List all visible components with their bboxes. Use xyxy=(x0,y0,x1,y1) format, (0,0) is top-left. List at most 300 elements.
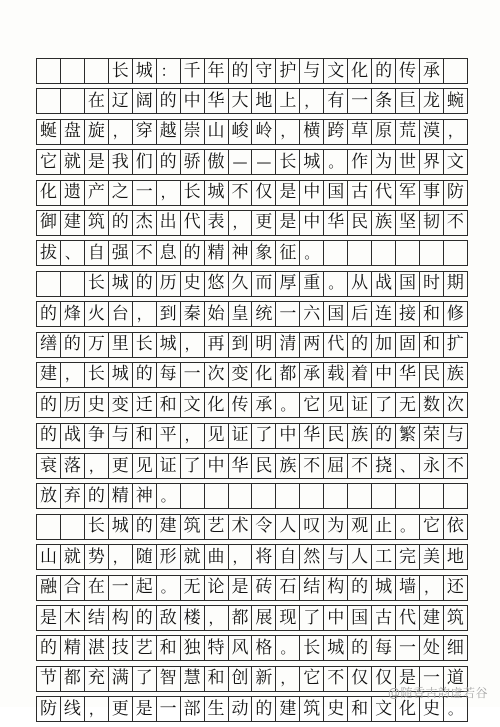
grid-cell: 自 xyxy=(276,545,300,569)
grid-cell: 格 xyxy=(252,636,276,660)
grid-cell: 起 xyxy=(133,576,157,600)
grid-cell: 年 xyxy=(205,59,229,83)
grid-cell: 是 xyxy=(229,576,253,600)
grid-cell: 技 xyxy=(109,636,133,660)
grid-cell: 代 xyxy=(181,211,205,235)
grid-cell: 事 xyxy=(420,181,444,205)
grid-cell: 的 xyxy=(133,363,157,387)
grid-cell: 不 xyxy=(444,454,468,478)
grid-cell: 部 xyxy=(181,697,205,721)
grid-cell: 御 xyxy=(37,211,61,235)
paragraph-row xyxy=(36,119,468,145)
grid-cell: 的 xyxy=(348,576,372,600)
grid-cell: 横 xyxy=(300,120,324,144)
grid-cell: 城 xyxy=(109,272,133,296)
grid-cell: 华 xyxy=(300,424,324,448)
grid-cell: 千 xyxy=(181,59,205,83)
grid-cell: 更 xyxy=(252,211,276,235)
grid-cell: 接 xyxy=(396,302,420,326)
grid-cell xyxy=(37,89,61,113)
grid-cell: 数 xyxy=(420,393,444,417)
grid-cell: 和 xyxy=(420,302,444,326)
grid-cell: 动 xyxy=(229,697,253,721)
grid-cell: 石 xyxy=(276,576,300,600)
paragraph-row xyxy=(36,88,468,114)
grid-cell: 屈 xyxy=(324,454,348,478)
grid-cell: ， xyxy=(85,697,109,721)
grid-cell: 。 xyxy=(157,484,181,508)
grid-cell: 人 xyxy=(348,545,372,569)
grid-cell: 扩 xyxy=(444,333,468,357)
grid-cell: 清 xyxy=(276,333,300,357)
paragraph-row xyxy=(36,392,468,418)
grid-cell: 穿 xyxy=(133,120,157,144)
grid-cell: 长 xyxy=(85,272,109,296)
grid-cell: 一 xyxy=(157,697,181,721)
grid-cell: 历 xyxy=(61,393,85,417)
grid-cell: 满 xyxy=(109,667,133,691)
paragraph-row xyxy=(36,423,468,449)
grid-cell: 和 xyxy=(420,333,444,357)
grid-cell: 的 xyxy=(133,272,157,296)
grid-cell: 始 xyxy=(205,302,229,326)
grid-cell: 息 xyxy=(157,241,181,265)
grid-cell: 每 xyxy=(157,363,181,387)
grid-cell: 骄 xyxy=(181,150,205,174)
grid-cell: 建 xyxy=(420,606,444,630)
grid-cell: 论 xyxy=(205,576,229,600)
grid-cell xyxy=(181,484,205,508)
grid-cell: 守 xyxy=(252,59,276,83)
grid-cell: 城 xyxy=(133,59,157,83)
grid-cell: 阔 xyxy=(133,89,157,113)
grid-cell: ， xyxy=(181,424,205,448)
grid-cell: 一 xyxy=(109,576,133,600)
grid-cell: 特 xyxy=(205,636,229,660)
grid-cell: 构 xyxy=(324,576,348,600)
grid-cell: 是 xyxy=(276,181,300,205)
grid-cell: 。 xyxy=(396,515,420,539)
grid-cell: 城 xyxy=(205,181,229,205)
grid-cell: 化 xyxy=(348,59,372,83)
grid-cell: 长 xyxy=(85,515,109,539)
grid-cell: 的 xyxy=(157,89,181,113)
grid-cell: 、 xyxy=(61,241,85,265)
grid-cell: 加 xyxy=(372,333,396,357)
grid-cell: 和 xyxy=(205,667,229,691)
paragraph-row xyxy=(36,271,468,297)
grid-cell: 地 xyxy=(252,89,276,113)
grid-cell: 与 xyxy=(324,545,348,569)
grid-cell: 还 xyxy=(444,576,468,600)
grid-cell xyxy=(276,484,300,508)
grid-cell: ， xyxy=(276,667,300,691)
grid-cell xyxy=(372,484,396,508)
grid-cell: 文 xyxy=(181,393,205,417)
grid-cell: 中 xyxy=(181,89,205,113)
grid-cell: 中 xyxy=(205,454,229,478)
grid-cell xyxy=(444,241,468,265)
grid-cell: 都 xyxy=(276,363,300,387)
paragraph-row xyxy=(36,575,468,601)
grid-cell: ， xyxy=(61,363,85,387)
grid-cell: 神 xyxy=(229,241,253,265)
grid-cell: ， xyxy=(205,606,229,630)
grid-cell: 出 xyxy=(157,211,181,235)
grid-cell: 中 xyxy=(276,424,300,448)
grid-cell: 荣 xyxy=(420,424,444,448)
grid-cell: 现 xyxy=(276,606,300,630)
grid-cell: ， xyxy=(109,120,133,144)
grid-cell: 国 xyxy=(348,606,372,630)
grid-cell: 跨 xyxy=(324,120,348,144)
grid-cell: 了 xyxy=(181,454,205,478)
grid-cell: 的 xyxy=(109,211,133,235)
grid-cell: 繁 xyxy=(396,424,420,448)
grid-cell: 都 xyxy=(61,667,85,691)
grid-cell: ， xyxy=(229,211,253,235)
grid-cell: 筑 xyxy=(300,697,324,721)
grid-cell: 。 xyxy=(444,697,468,721)
watermark: @随香古韵虚若谷 xyxy=(387,686,488,700)
grid-cell: 条 xyxy=(372,89,396,113)
grid-cell: ， xyxy=(420,576,444,600)
grid-cell: 史 xyxy=(181,272,205,296)
grid-cell: 城 xyxy=(324,636,348,660)
paragraph-row xyxy=(36,180,468,206)
grid-cell: 台 xyxy=(109,302,133,326)
grid-cell: 是 xyxy=(396,667,420,691)
grid-cell: 就 xyxy=(61,545,85,569)
grid-cell xyxy=(37,515,61,539)
grid-cell: 草 xyxy=(348,120,372,144)
grid-cell: 了 xyxy=(133,667,157,691)
grid-cell: 龙 xyxy=(420,89,444,113)
grid-cell: 它 xyxy=(300,393,324,417)
grid-cell: 、 xyxy=(396,454,420,478)
grid-cell: 秦 xyxy=(181,302,205,326)
grid-cell: 华 xyxy=(205,89,229,113)
grid-cell: 久 xyxy=(229,272,253,296)
grid-cell: 强 xyxy=(109,241,133,265)
grid-cell: 线 xyxy=(61,697,85,721)
grid-cell: 征 xyxy=(276,241,300,265)
grid-cell: 更 xyxy=(109,697,133,721)
grid-cell: 坚 xyxy=(396,211,420,235)
grid-cell: 岭 xyxy=(252,120,276,144)
grid-cell: 华 xyxy=(229,454,253,478)
grid-cell: 永 xyxy=(420,454,444,478)
grid-cell: 民 xyxy=(348,211,372,235)
grid-cell: 平 xyxy=(157,424,181,448)
grid-cell: 是 xyxy=(276,211,300,235)
grid-cell: 盘 xyxy=(61,120,85,144)
grid-cell: 古 xyxy=(372,606,396,630)
paragraph-row xyxy=(36,332,468,358)
grid-cell: 缮 xyxy=(37,333,61,357)
grid-cell: 史 xyxy=(324,697,348,721)
grid-cell: 界 xyxy=(420,150,444,174)
grid-cell: 是 xyxy=(37,606,61,630)
grid-cell xyxy=(61,272,85,296)
grid-cell: 明 xyxy=(252,333,276,357)
grid-cell: 依 xyxy=(444,515,468,539)
paragraph-row xyxy=(36,514,468,540)
grid-cell: 作 xyxy=(348,150,372,174)
grid-cell: 自 xyxy=(85,241,109,265)
grid-cell: 民 xyxy=(420,363,444,387)
grid-cell: 一 xyxy=(133,181,157,205)
grid-cell: 万 xyxy=(85,333,109,357)
grid-cell: 然 xyxy=(300,545,324,569)
grid-cell: 传 xyxy=(396,59,420,83)
grid-cell: 城 xyxy=(157,333,181,357)
grid-cell: 慧 xyxy=(181,667,205,691)
grid-cell xyxy=(348,241,372,265)
grid-cell: 证 xyxy=(229,424,253,448)
grid-cell: 史 xyxy=(85,393,109,417)
grid-cell: 将 xyxy=(252,545,276,569)
grid-cell: 墙 xyxy=(396,576,420,600)
grid-cell: 和 xyxy=(157,636,181,660)
grid-cell: 在 xyxy=(85,576,109,600)
grid-cell: 每 xyxy=(372,636,396,660)
grid-cell: 战 xyxy=(372,272,396,296)
grid-cell: 民 xyxy=(252,454,276,478)
grid-cell: 节 xyxy=(37,667,61,691)
grid-cell: — xyxy=(252,150,276,174)
grid-cell: 它 xyxy=(420,515,444,539)
grid-cell: 了 xyxy=(252,424,276,448)
grid-cell xyxy=(372,241,396,265)
grid-cell xyxy=(85,59,109,83)
grid-cell xyxy=(61,515,85,539)
grid-cell: 的 xyxy=(61,333,85,357)
grid-cell: 的 xyxy=(181,241,205,265)
grid-cell: 城 xyxy=(300,150,324,174)
grid-cell: 时 xyxy=(420,272,444,296)
grid-cell: 中 xyxy=(300,211,324,235)
grid-cell: 越 xyxy=(157,120,181,144)
grid-cell: 长 xyxy=(276,150,300,174)
grid-cell: 期 xyxy=(444,272,468,296)
grid-cell xyxy=(324,484,348,508)
grid-cell: 遗 xyxy=(61,181,85,205)
grid-cell: 就 xyxy=(61,150,85,174)
grid-cell: 皇 xyxy=(229,302,253,326)
grid-cell: 华 xyxy=(324,211,348,235)
grid-cell: 融 xyxy=(37,576,61,600)
grid-cell: 建 xyxy=(37,363,61,387)
grid-cell: 和 xyxy=(157,393,181,417)
grid-cell: 与 xyxy=(300,59,324,83)
grid-cell: 都 xyxy=(229,606,253,630)
grid-cell: 产 xyxy=(85,181,109,205)
paragraph-row xyxy=(36,544,468,570)
grid-cell: ， xyxy=(133,302,157,326)
grid-cell: ， xyxy=(157,181,181,205)
grid-cell: 仅 xyxy=(252,181,276,205)
grid-cell xyxy=(444,59,468,83)
paragraph-row xyxy=(36,240,468,266)
grid-cell: 不 xyxy=(133,241,157,265)
grid-cell: 形 xyxy=(157,545,181,569)
grid-cell: 代 xyxy=(396,606,420,630)
grid-cell: 。 xyxy=(324,150,348,174)
grid-cell: 放 xyxy=(37,484,61,508)
grid-cell: 代 xyxy=(372,181,396,205)
grid-cell: 与 xyxy=(109,424,133,448)
grid-cell: 无 xyxy=(181,576,205,600)
grid-cell: 术 xyxy=(229,515,253,539)
grid-cell: 是 xyxy=(85,150,109,174)
paragraph-row xyxy=(36,605,468,631)
grid-cell: ， xyxy=(85,454,109,478)
grid-cell: 国 xyxy=(324,302,348,326)
grid-cell xyxy=(229,484,253,508)
grid-cell: 敌 xyxy=(157,606,181,630)
grid-cell: 精 xyxy=(109,484,133,508)
grid-cell: 载 xyxy=(324,363,348,387)
grid-cell: 里 xyxy=(109,333,133,357)
grid-cell xyxy=(324,241,348,265)
grid-cell: 烽 xyxy=(61,302,85,326)
grid-cell: 古 xyxy=(348,181,372,205)
grid-cell: 。 xyxy=(324,272,348,296)
grid-cell: 崇 xyxy=(181,120,205,144)
paragraph-row xyxy=(36,483,468,509)
grid-cell: 和 xyxy=(348,697,372,721)
paragraph-row xyxy=(36,362,468,388)
grid-cell: 连 xyxy=(372,302,396,326)
grid-cell xyxy=(205,484,229,508)
grid-cell: 。 xyxy=(276,636,300,660)
grid-cell: 了 xyxy=(372,393,396,417)
grid-cell: 的 xyxy=(157,150,181,174)
grid-cell: 化 xyxy=(252,363,276,387)
title-row xyxy=(36,58,468,84)
grid-cell: 的 xyxy=(348,333,372,357)
grid-cell: 一 xyxy=(420,667,444,691)
grid-cell: 修 xyxy=(444,302,468,326)
grid-cell: 中 xyxy=(300,181,324,205)
grid-cell: 独 xyxy=(181,636,205,660)
grid-cell: 蜒 xyxy=(37,120,61,144)
grid-cell: 挠 xyxy=(372,454,396,478)
grid-cell: 不 xyxy=(324,667,348,691)
grid-cell: 为 xyxy=(372,150,396,174)
grid-cell: 从 xyxy=(348,272,372,296)
grid-cell: 的 xyxy=(37,302,61,326)
grid-cell: 不 xyxy=(444,211,468,235)
grid-cell: 筑 xyxy=(444,606,468,630)
grid-cell xyxy=(420,484,444,508)
grid-cell: 完 xyxy=(396,545,420,569)
grid-cell xyxy=(420,241,444,265)
grid-cell: ： xyxy=(157,59,181,83)
grid-cell: 上 xyxy=(276,89,300,113)
grid-cell: 军 xyxy=(396,181,420,205)
grid-cell: 的 xyxy=(37,636,61,660)
grid-cell: 变 xyxy=(229,363,253,387)
grid-cell: 山 xyxy=(205,120,229,144)
paragraph-row xyxy=(36,635,468,661)
grid-cell: 令 xyxy=(252,515,276,539)
grid-cell: 的 xyxy=(372,424,396,448)
grid-cell: 后 xyxy=(348,302,372,326)
grid-cell: 充 xyxy=(85,667,109,691)
grid-cell xyxy=(37,59,61,83)
grid-cell xyxy=(37,272,61,296)
grid-cell: 长 xyxy=(133,333,157,357)
grid-cell: 的 xyxy=(372,59,396,83)
paragraph-row xyxy=(36,210,468,236)
grid-cell: 生 xyxy=(205,697,229,721)
grid-cell: 智 xyxy=(157,667,181,691)
grid-cell: 在 xyxy=(85,89,109,113)
grid-cell: 次 xyxy=(205,363,229,387)
grid-cell: 展 xyxy=(252,606,276,630)
grid-cell: 拔 xyxy=(37,241,61,265)
grid-cell: 建 xyxy=(61,211,85,235)
grid-cell: 而 xyxy=(252,272,276,296)
grid-cell: 文 xyxy=(324,59,348,83)
grid-cell: 历 xyxy=(157,272,181,296)
grid-cell: 荒 xyxy=(396,120,420,144)
grid-cell: 人 xyxy=(276,515,300,539)
grid-cell: ， xyxy=(229,545,253,569)
grid-cell: 不 xyxy=(300,454,324,478)
grid-cell: 创 xyxy=(229,667,253,691)
grid-cell: 重 xyxy=(300,272,324,296)
grid-cell: 城 xyxy=(109,363,133,387)
grid-cell: 衰 xyxy=(37,454,61,478)
grid-cell: 统 xyxy=(252,302,276,326)
grid-cell: 细 xyxy=(444,636,468,660)
grid-cell: 巨 xyxy=(396,89,420,113)
grid-cell: 筑 xyxy=(85,211,109,235)
grid-cell: 化 xyxy=(396,697,420,721)
grid-cell: 结 xyxy=(85,606,109,630)
grid-cell: 承 xyxy=(252,393,276,417)
writing-grid xyxy=(36,58,468,727)
grid-cell: 证 xyxy=(157,454,181,478)
grid-cell: 神 xyxy=(133,484,157,508)
grid-cell: 建 xyxy=(276,697,300,721)
grid-cell: 工 xyxy=(372,545,396,569)
grid-cell: 漠 xyxy=(420,120,444,144)
grid-cell xyxy=(61,59,85,83)
grid-cell: 六 xyxy=(300,302,324,326)
grid-cell: 再 xyxy=(205,333,229,357)
grid-cell: 砖 xyxy=(252,576,276,600)
grid-cell: 长 xyxy=(109,59,133,83)
grid-cell: 一 xyxy=(276,302,300,326)
grid-cell: 化 xyxy=(205,393,229,417)
grid-cell: ， xyxy=(300,89,324,113)
grid-cell: 城 xyxy=(109,515,133,539)
grid-cell: 了 xyxy=(300,606,324,630)
grid-cell: 两 xyxy=(300,333,324,357)
grid-cell: 的 xyxy=(252,697,276,721)
grid-cell: 族 xyxy=(444,363,468,387)
grid-cell: 见 xyxy=(133,454,157,478)
grid-cell: 势 xyxy=(85,545,109,569)
grid-cell: 承 xyxy=(300,363,324,387)
grid-cell: 传 xyxy=(229,393,253,417)
grid-cell: 之 xyxy=(109,181,133,205)
grid-cell: 中 xyxy=(372,363,396,387)
